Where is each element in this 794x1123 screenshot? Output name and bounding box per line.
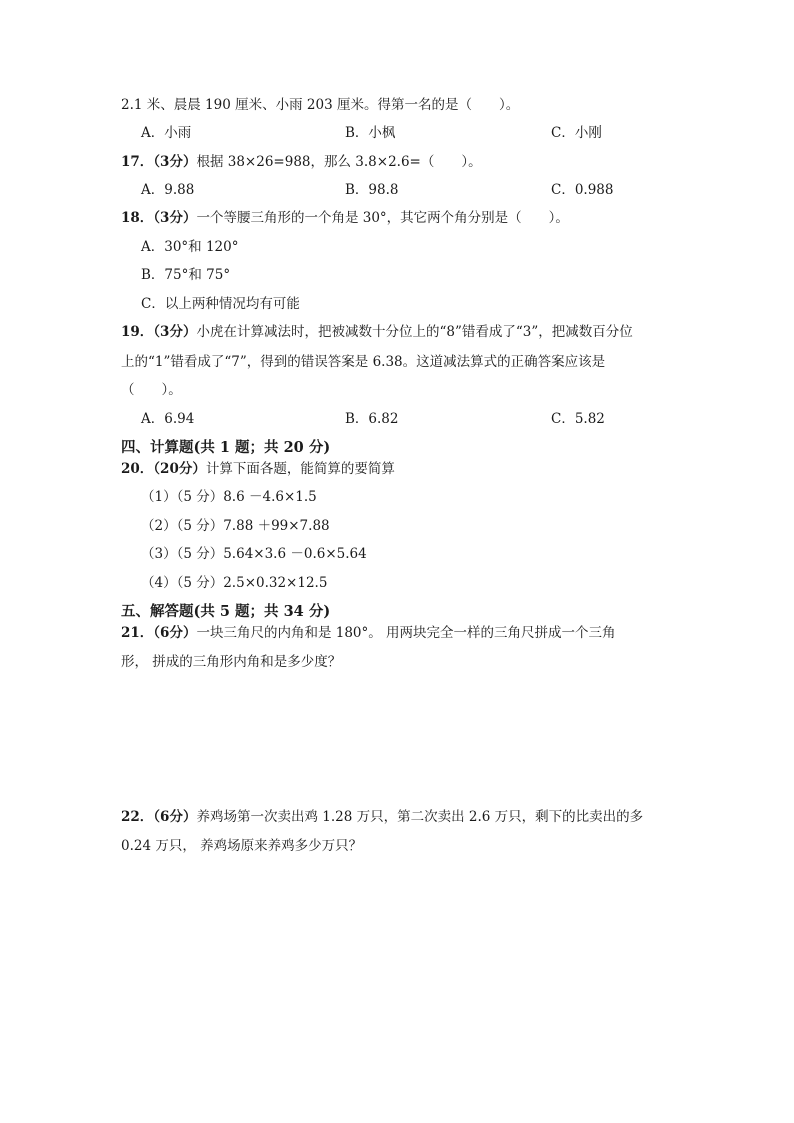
q16-option-a: A．小雨: [141, 125, 192, 141]
q22-score: （6分）: [153, 809, 197, 825]
q18-option-a: A．30°和 120°: [141, 239, 239, 255]
q19-text-line3: （ ）。: [121, 382, 182, 398]
q20-text: 计算下面各题，能简算的要简算: [205, 461, 395, 477]
question-18: [121, 209, 569, 227]
q22-text-line1: 养鸡场第一次卖出鸡 1.28 万只，第二次卖出 2.6 万只，剩下的比卖出的多: [196, 809, 644, 825]
q20-number: 20．: [121, 461, 154, 477]
q17-option-a: A．9.88: [141, 182, 195, 198]
q16-option-c: C．小刚: [551, 125, 602, 141]
section-4-title: 四、计算题(共 1 题；共 20 分): [121, 439, 331, 456]
q21-number: 21．: [121, 625, 154, 641]
q18-option-c: C．以上两种情况均有可能: [141, 296, 300, 312]
q19-option-b: B．6.82: [345, 411, 399, 427]
q22-number: 22．: [121, 809, 154, 825]
q19-number: 19．: [121, 324, 154, 340]
q17-option-b: B．98.8: [345, 182, 399, 198]
question-19: [121, 323, 633, 341]
q18-text: 一个等腰三角形的一个角是 30°，其它两个角分别是（ ）。: [196, 210, 569, 226]
q17-number: 17．: [121, 154, 154, 170]
question-17: [121, 153, 482, 171]
q21-text-line2: 形， 拼成的三角形内角和是多少度？: [121, 654, 342, 670]
q21-score: （6分）: [153, 625, 197, 641]
q20-item-2: （2）（5 分）7.88 ＋99×7.88: [141, 518, 330, 534]
question-21: [121, 624, 616, 642]
q19-option-c: C．5.82: [551, 411, 605, 427]
q17-option-c: C．0.988: [551, 182, 614, 198]
q20-score: （20分）: [153, 461, 206, 477]
question-22: [121, 808, 643, 826]
q22-text-line2: 0.24 万只， 养鸡场原来养鸡多少万只？: [121, 838, 363, 854]
q19-score: （3分）: [153, 324, 197, 340]
question-20: [121, 460, 395, 478]
q17-text: 根据 38×26=988，那么 3.8×2.6=（ ）。: [196, 154, 482, 170]
q19-text-line2: 上的“1”错看成了“7”，得到的错误答案是 6.38。这道减法算式的正确答案应该是: [121, 354, 606, 370]
q18-score: （3分）: [153, 210, 197, 226]
section-5-title: 五、解答题(共 5 题；共 34 分): [121, 603, 331, 620]
q18-option-b: B．75°和 75°: [141, 267, 231, 283]
q16-text-tail: 2.1 米、晨晨 190 厘米、小雨 203 厘米。得第一名的是（ ）。: [121, 97, 520, 113]
q17-score: （3分）: [153, 154, 197, 170]
q19-text-line1: 小虎在计算减法时，把被减数十分位上的“8”错看成了“3”，把减数百分位: [196, 324, 633, 340]
q18-number: 18．: [121, 210, 154, 226]
q20-item-3: （3）（5 分）5.64×3.6 －0.6×5.64: [141, 546, 367, 562]
q20-item-4: （4）（5 分）2.5×0.32×12.5: [141, 575, 328, 591]
q19-option-a: A．6.94: [141, 411, 195, 427]
q21-text-line1: 一块三角尺的内角和是 180°。 用两块完全一样的三角尺拼成一个三角: [196, 625, 616, 641]
q16-option-b: B．小枫: [345, 125, 396, 141]
q20-item-1: （1）（5 分）8.6 －4.6×1.5: [141, 489, 317, 505]
